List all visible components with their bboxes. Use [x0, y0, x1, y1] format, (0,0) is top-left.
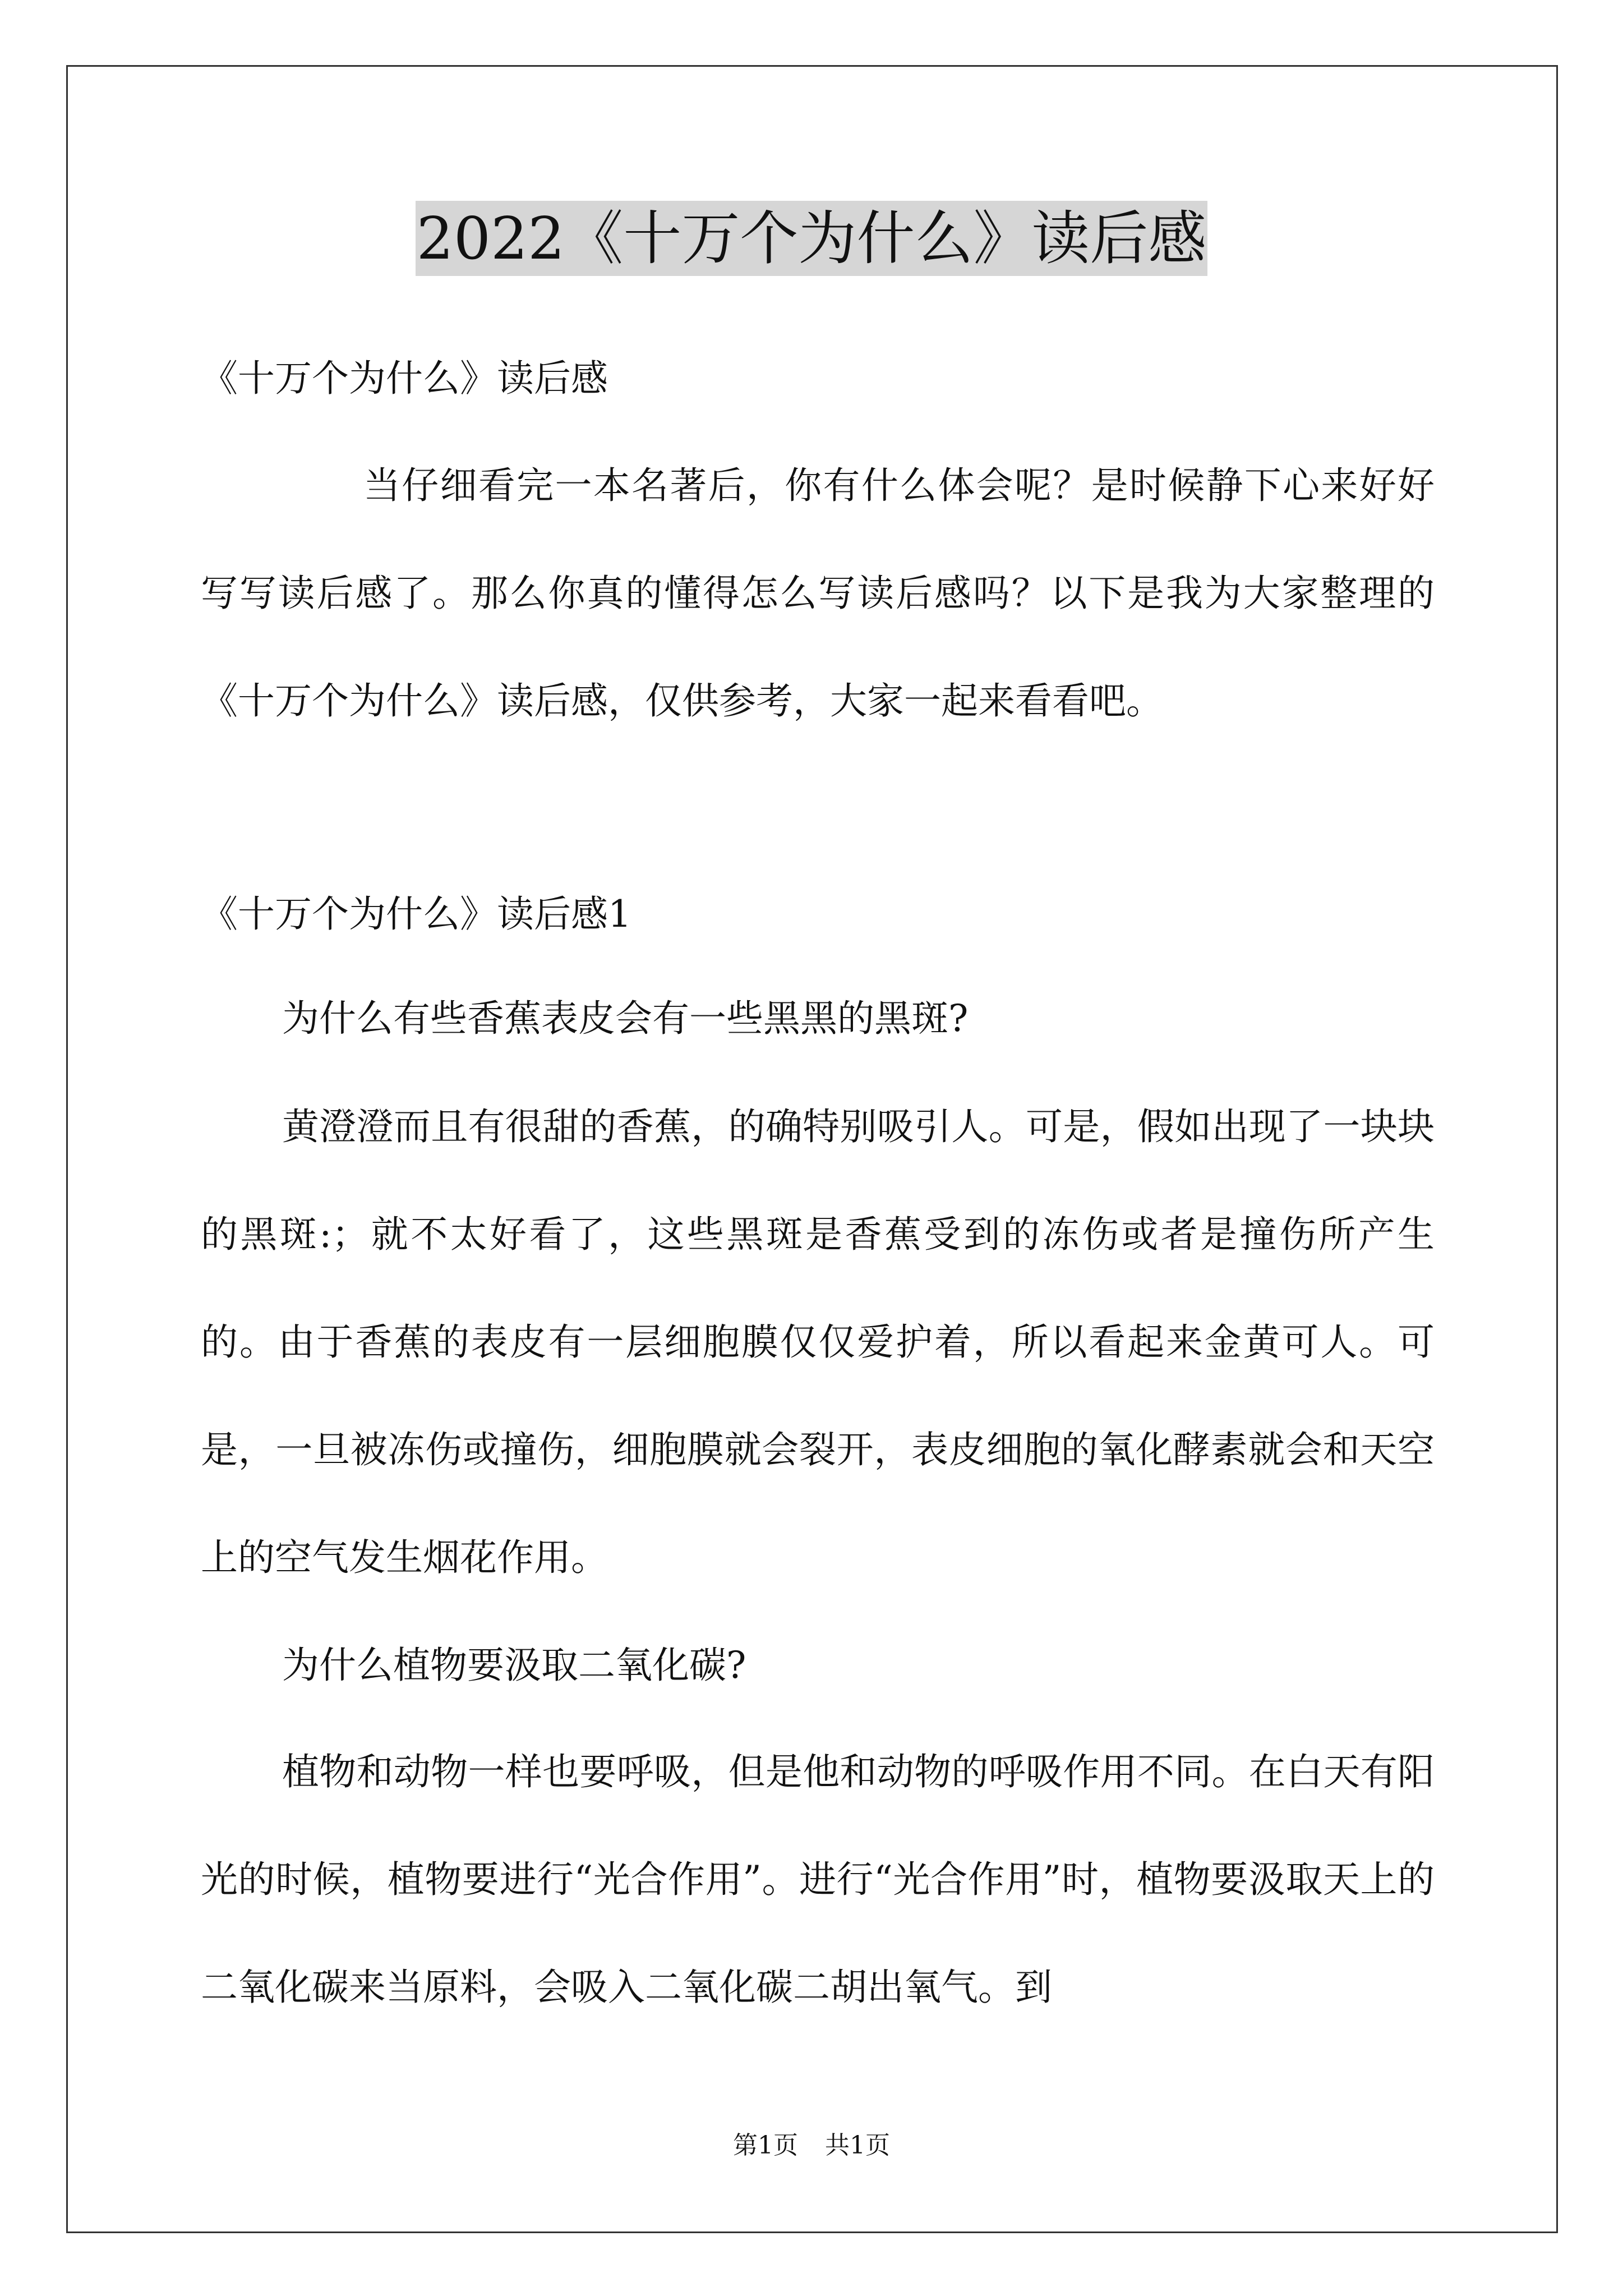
page-number: 第1页 [733, 2131, 798, 2160]
page-total: 共1页 [825, 2131, 890, 2160]
intro-paragraph: 当仔细看完一本名著后，你有什么体会呢？是时候静下心来好好写写读后感了。那么你真的懂得怎么写读后感吗？以下是我为大家整理的《十万个为什么》读后感，仅供参考，大家一起来看看吧。 [201, 464, 1435, 723]
page-footer [0, 2129, 1623, 2162]
answer-paragraph: 植物和动物一样也要呼吸，但是他和动物的呼吸作用不同。在白天有阳光的时候，植物要进行“光合作用”。进行“光合作用”时，植物要汲取天上的二氧化碳来当原料，会吸入二氧化碳二胡出氧气。到 [201, 1750, 1435, 2009]
document-title [0, 199, 1623, 278]
section-heading: 《十万个为什么》读后感1 [201, 892, 631, 936]
document-title-text: 2022《十万个为什么》读后感 [416, 201, 1208, 276]
document-subtitle: 《十万个为什么》读后感 [201, 357, 608, 400]
question-paragraph: 为什么植物要汲取二氧化碳? [282, 1644, 746, 1687]
answer-paragraph: 黄澄澄而且有很甜的香蕉，的确特别吸引人。可是，假如出现了一块块的黑斑:；就不太好看了，这些黑斑是香蕉受到的冻伤或者是撞伤所产生的。由于香蕉的表皮有一层细胞膜仅仅爱护着，所以看起来金黄可人。可是，一旦被冻伤或撞伤，细胞膜就会裂开，表皮细胞的氧化酵素就会和天空上的空气发生烟花作用。 [201, 1105, 1435, 1579]
question-paragraph: 为什么有些香蕉表皮会有一些黑黑的黑斑? [282, 997, 969, 1040]
